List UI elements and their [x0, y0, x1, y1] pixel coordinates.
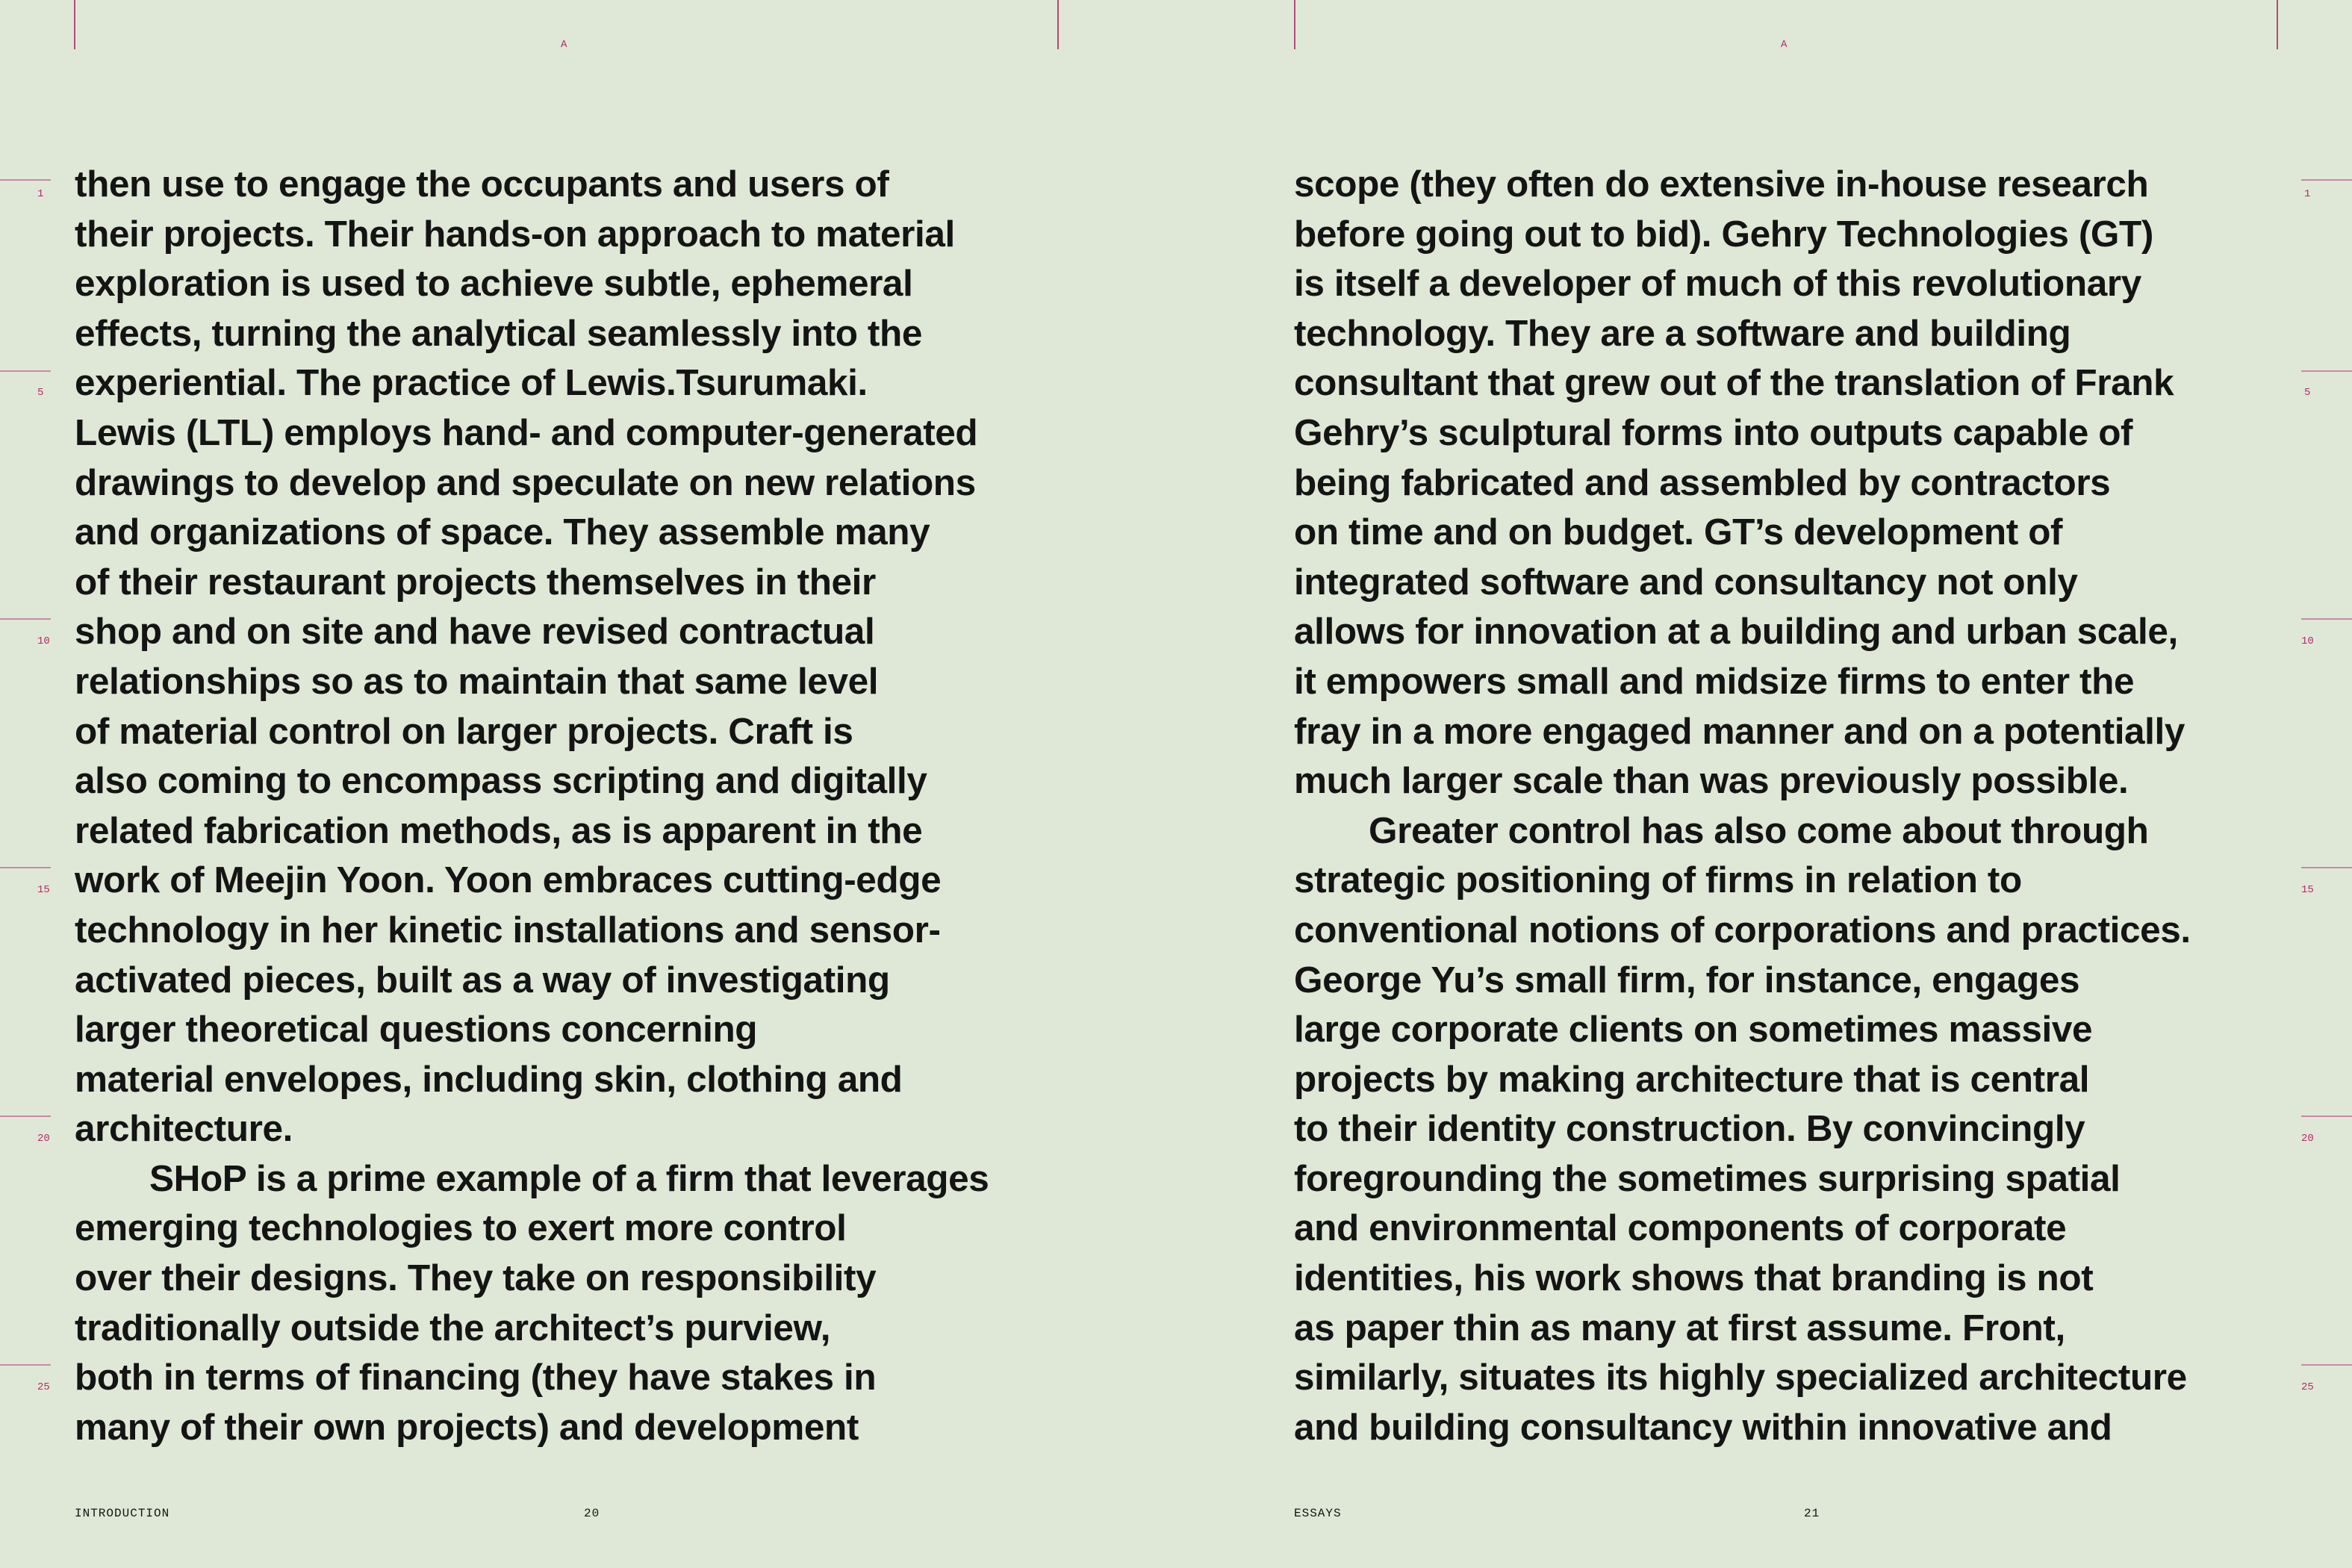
text-line: emerging technologies to exert more control	[75, 1207, 847, 1249]
text-line: drawings to develop and speculate on new relations	[75, 461, 976, 503]
text-line: allows for innovation at a building and urban scale,	[1294, 611, 2178, 653]
text-line: over their designs. They take on responsibility	[75, 1257, 877, 1299]
text-line: fray in a more engaged manner and on a potentially	[1294, 710, 2185, 752]
line-number-right: 1	[2304, 188, 2311, 200]
text-line: identities, his work shows that branding is not	[1294, 1257, 2094, 1299]
line-tick	[2301, 867, 2352, 868]
text-line: strategic positioning of firms in relation to	[1294, 859, 2022, 901]
line-number-right: 15	[2301, 884, 2314, 896]
text-line: SHoP is a prime example of a firm that leverages	[149, 1157, 989, 1199]
text-line: material envelopes, including skin, clothing and	[75, 1058, 903, 1100]
text-line: larger theoretical questions concerning	[75, 1009, 758, 1051]
text-line: shop and on site and have revised contractual	[75, 611, 875, 653]
text-line: George Yu’s small firm, for instance, engages	[1294, 959, 2080, 1001]
text-line: consultant that grew out of the translation of Frank	[1294, 362, 2174, 404]
top-register-mark-left: A	[561, 39, 567, 51]
line-tick	[0, 370, 51, 372]
text-line: experiential. The practice of Lewis.Tsurumaki.	[75, 362, 868, 404]
line-number-right: 20	[2301, 1133, 2314, 1145]
text-line: and organizations of space. They assemble many	[75, 511, 930, 553]
text-line: foregrounding the sometimes surprising spatial	[1294, 1157, 2121, 1199]
left-page-body-text	[75, 160, 1068, 1452]
text-line: of their restaurant projects themselves in their	[75, 561, 876, 603]
text-line: then use to engage the occupants and users of	[75, 164, 889, 205]
text-line: as paper thin as many at first assume. Front,	[1294, 1307, 2065, 1348]
text-line: work of Meejin Yoon. Yoon embraces cutting-edge	[75, 859, 942, 901]
text-line: activated pieces, built as a way of investigating	[75, 959, 890, 1001]
line-number-left: 20	[37, 1133, 50, 1145]
text-line: effects, turning the analytical seamlessly into the	[75, 312, 922, 354]
crop-mark	[1057, 0, 1059, 49]
text-line: architecture.	[75, 1108, 293, 1150]
text-line: to their identity construction. By convincingly	[1294, 1108, 2085, 1150]
crop-mark	[74, 0, 75, 49]
text-line: their projects. Their hands-on approach to material	[75, 213, 955, 255]
line-tick	[0, 618, 51, 620]
line-tick	[2301, 370, 2352, 372]
line-number-left: 1	[37, 188, 44, 200]
line-number-left: 15	[37, 884, 50, 896]
text-line: scope (they often do extensive in-house research	[1294, 164, 2149, 205]
page-number: 20	[584, 1507, 600, 1520]
text-line: is itself a developer of much of this revolutionary	[1294, 263, 2141, 305]
line-tick	[0, 867, 51, 868]
text-line: and environmental components of corporate	[1294, 1207, 2067, 1249]
text-line: technology in her kinetic installations and sensor-	[75, 909, 941, 951]
right-page-body-text	[1294, 160, 2287, 1452]
text-line: relationships so as to maintain that same level	[75, 660, 879, 702]
line-tick	[2301, 1364, 2352, 1366]
text-line: conventional notions of corporations and practices.	[1294, 909, 2191, 951]
line-tick	[2301, 1116, 2352, 1117]
line-tick	[2301, 618, 2352, 620]
line-tick	[0, 1364, 51, 1366]
text-line: and building consultancy within innovative and	[1294, 1406, 2112, 1448]
line-tick	[0, 1116, 51, 1117]
line-tick	[0, 179, 51, 181]
text-line: Greater control has also come about through	[1369, 809, 2149, 851]
line-number-right: 5	[2304, 387, 2311, 399]
text-line: exploration is used to achieve subtle, ephemeral	[75, 263, 913, 305]
running-footer-section: INTRODUCTION	[75, 1507, 170, 1520]
crop-mark	[1294, 0, 1295, 49]
text-line: projects by making architecture that is central	[1294, 1058, 2090, 1100]
top-register-mark-right: A	[1781, 39, 1788, 51]
text-line: many of their own projects) and development	[75, 1406, 859, 1448]
text-line: on time and on budget. GT’s development of	[1294, 511, 2063, 553]
text-line: Lewis (LTL) employs hand- and computer-generated	[75, 411, 978, 453]
running-footer-section: ESSAYS	[1294, 1507, 1342, 1520]
text-line: similarly, situates its highly specialized architecture	[1294, 1357, 2187, 1399]
text-line: also coming to encompass scripting and digitally	[75, 760, 927, 802]
crop-mark	[2277, 0, 2278, 49]
line-number-left: 25	[37, 1381, 50, 1393]
line-tick	[2301, 179, 2352, 181]
text-line: of material control on larger projects. Craft is	[75, 710, 853, 752]
line-number-right: 10	[2301, 635, 2314, 647]
text-line: before going out to bid). Gehry Technologies (GT)	[1294, 213, 2153, 255]
text-line: large corporate clients on sometimes massive	[1294, 1009, 2093, 1051]
line-number-left: 10	[37, 635, 50, 647]
text-line: related fabrication methods, as is apparent in the	[75, 809, 923, 851]
text-line: technology. They are a software and building	[1294, 312, 2071, 354]
text-line: integrated software and consultancy not only	[1294, 561, 2078, 603]
text-line: Gehry’s sculptural forms into outputs capable of	[1294, 411, 2133, 453]
line-number-right: 25	[2301, 1381, 2314, 1393]
text-line: much larger scale than was previously possible.	[1294, 760, 2129, 802]
text-line: being fabricated and assembled by contractors	[1294, 461, 2111, 503]
page-number: 21	[1804, 1507, 1820, 1520]
line-number-left: 5	[37, 387, 44, 399]
text-line: traditionally outside the architect’s purview,	[75, 1307, 831, 1348]
text-line: it empowers small and midsize firms to enter the	[1294, 660, 2135, 702]
text-line: both in terms of financing (they have stakes in	[75, 1357, 877, 1399]
